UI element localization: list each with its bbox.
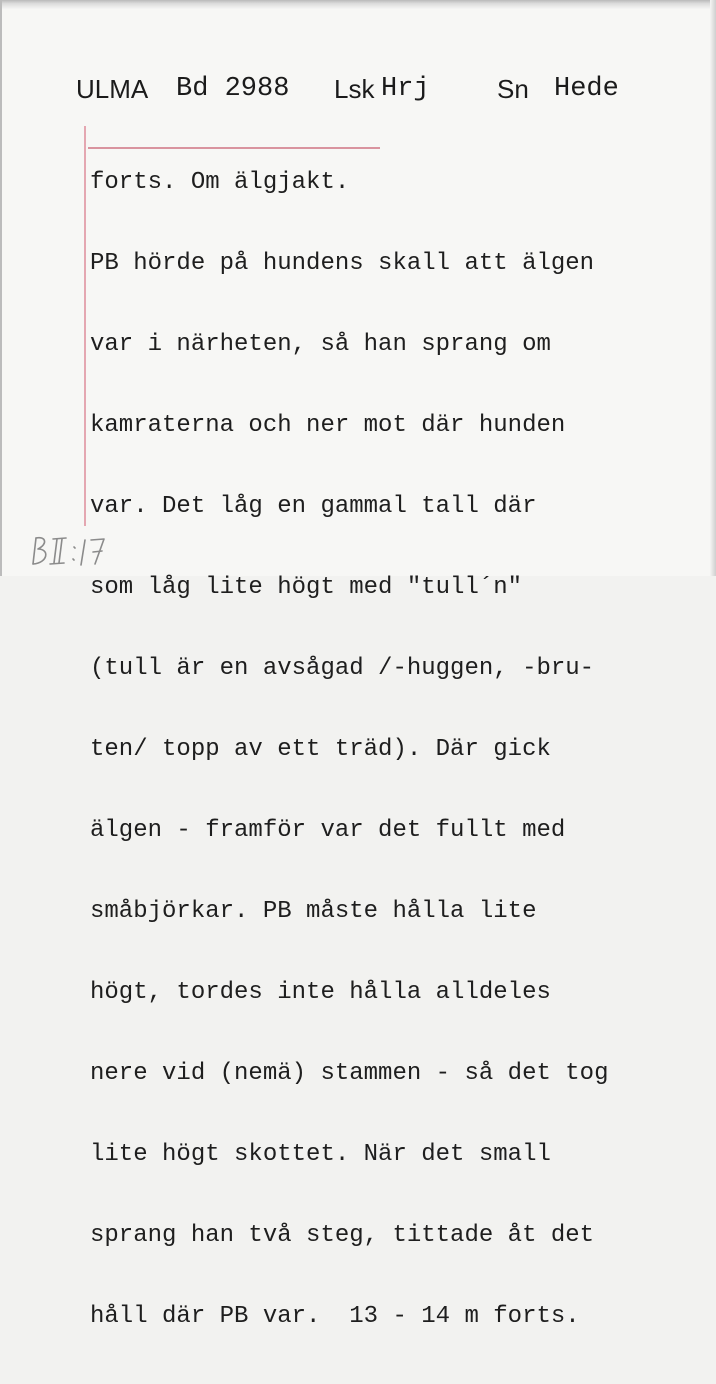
text-line: kamraterna och ner mot där hunden (90, 412, 566, 439)
text-line: ten/ topp av ett träd). Där gick (90, 736, 551, 763)
card-header (0, 74, 716, 110)
text-line: nere vid (nemä) stammen - så det tog (90, 1060, 609, 1087)
text-line: småbjörkar. PB måste hålla lite (90, 898, 537, 925)
text-line: var. Det låg en gammal tall där (90, 493, 537, 520)
text-line: håll där PB var. 13 - 14 m forts. (90, 1303, 580, 1330)
manuscript-text (90, 115, 608, 1384)
archive-label: ULMA (76, 74, 149, 104)
volume-label: Bd 2988 (176, 74, 290, 104)
card-top-edge (0, 0, 716, 9)
text-line: älgen - framför var det fullt med (90, 817, 566, 844)
text-line: (tull är en avsågad /-huggen, -bru- (90, 655, 595, 682)
text-line: PB hörde på hundens skall att älgen (90, 250, 595, 277)
parish-label: Hede (554, 74, 619, 104)
text-line: sprang han två steg, tittade åt det (90, 1222, 595, 1249)
margin-rule (84, 126, 86, 526)
pencil-note (28, 530, 128, 570)
text-line: var i närheten, så han sprang om (90, 331, 551, 358)
parish-abbr-label: Sn (497, 74, 529, 104)
district-label: Hrj (381, 74, 430, 104)
text-line: forts. Om älgjakt. (90, 169, 350, 196)
text-line: som låg lite högt med "tull´n" (90, 574, 523, 601)
text-line: lite högt skottet. När det small (90, 1141, 551, 1168)
text-line: högt, tordes inte hålla alldeles (90, 979, 551, 1006)
district-abbr-label: Lsk (334, 74, 375, 104)
